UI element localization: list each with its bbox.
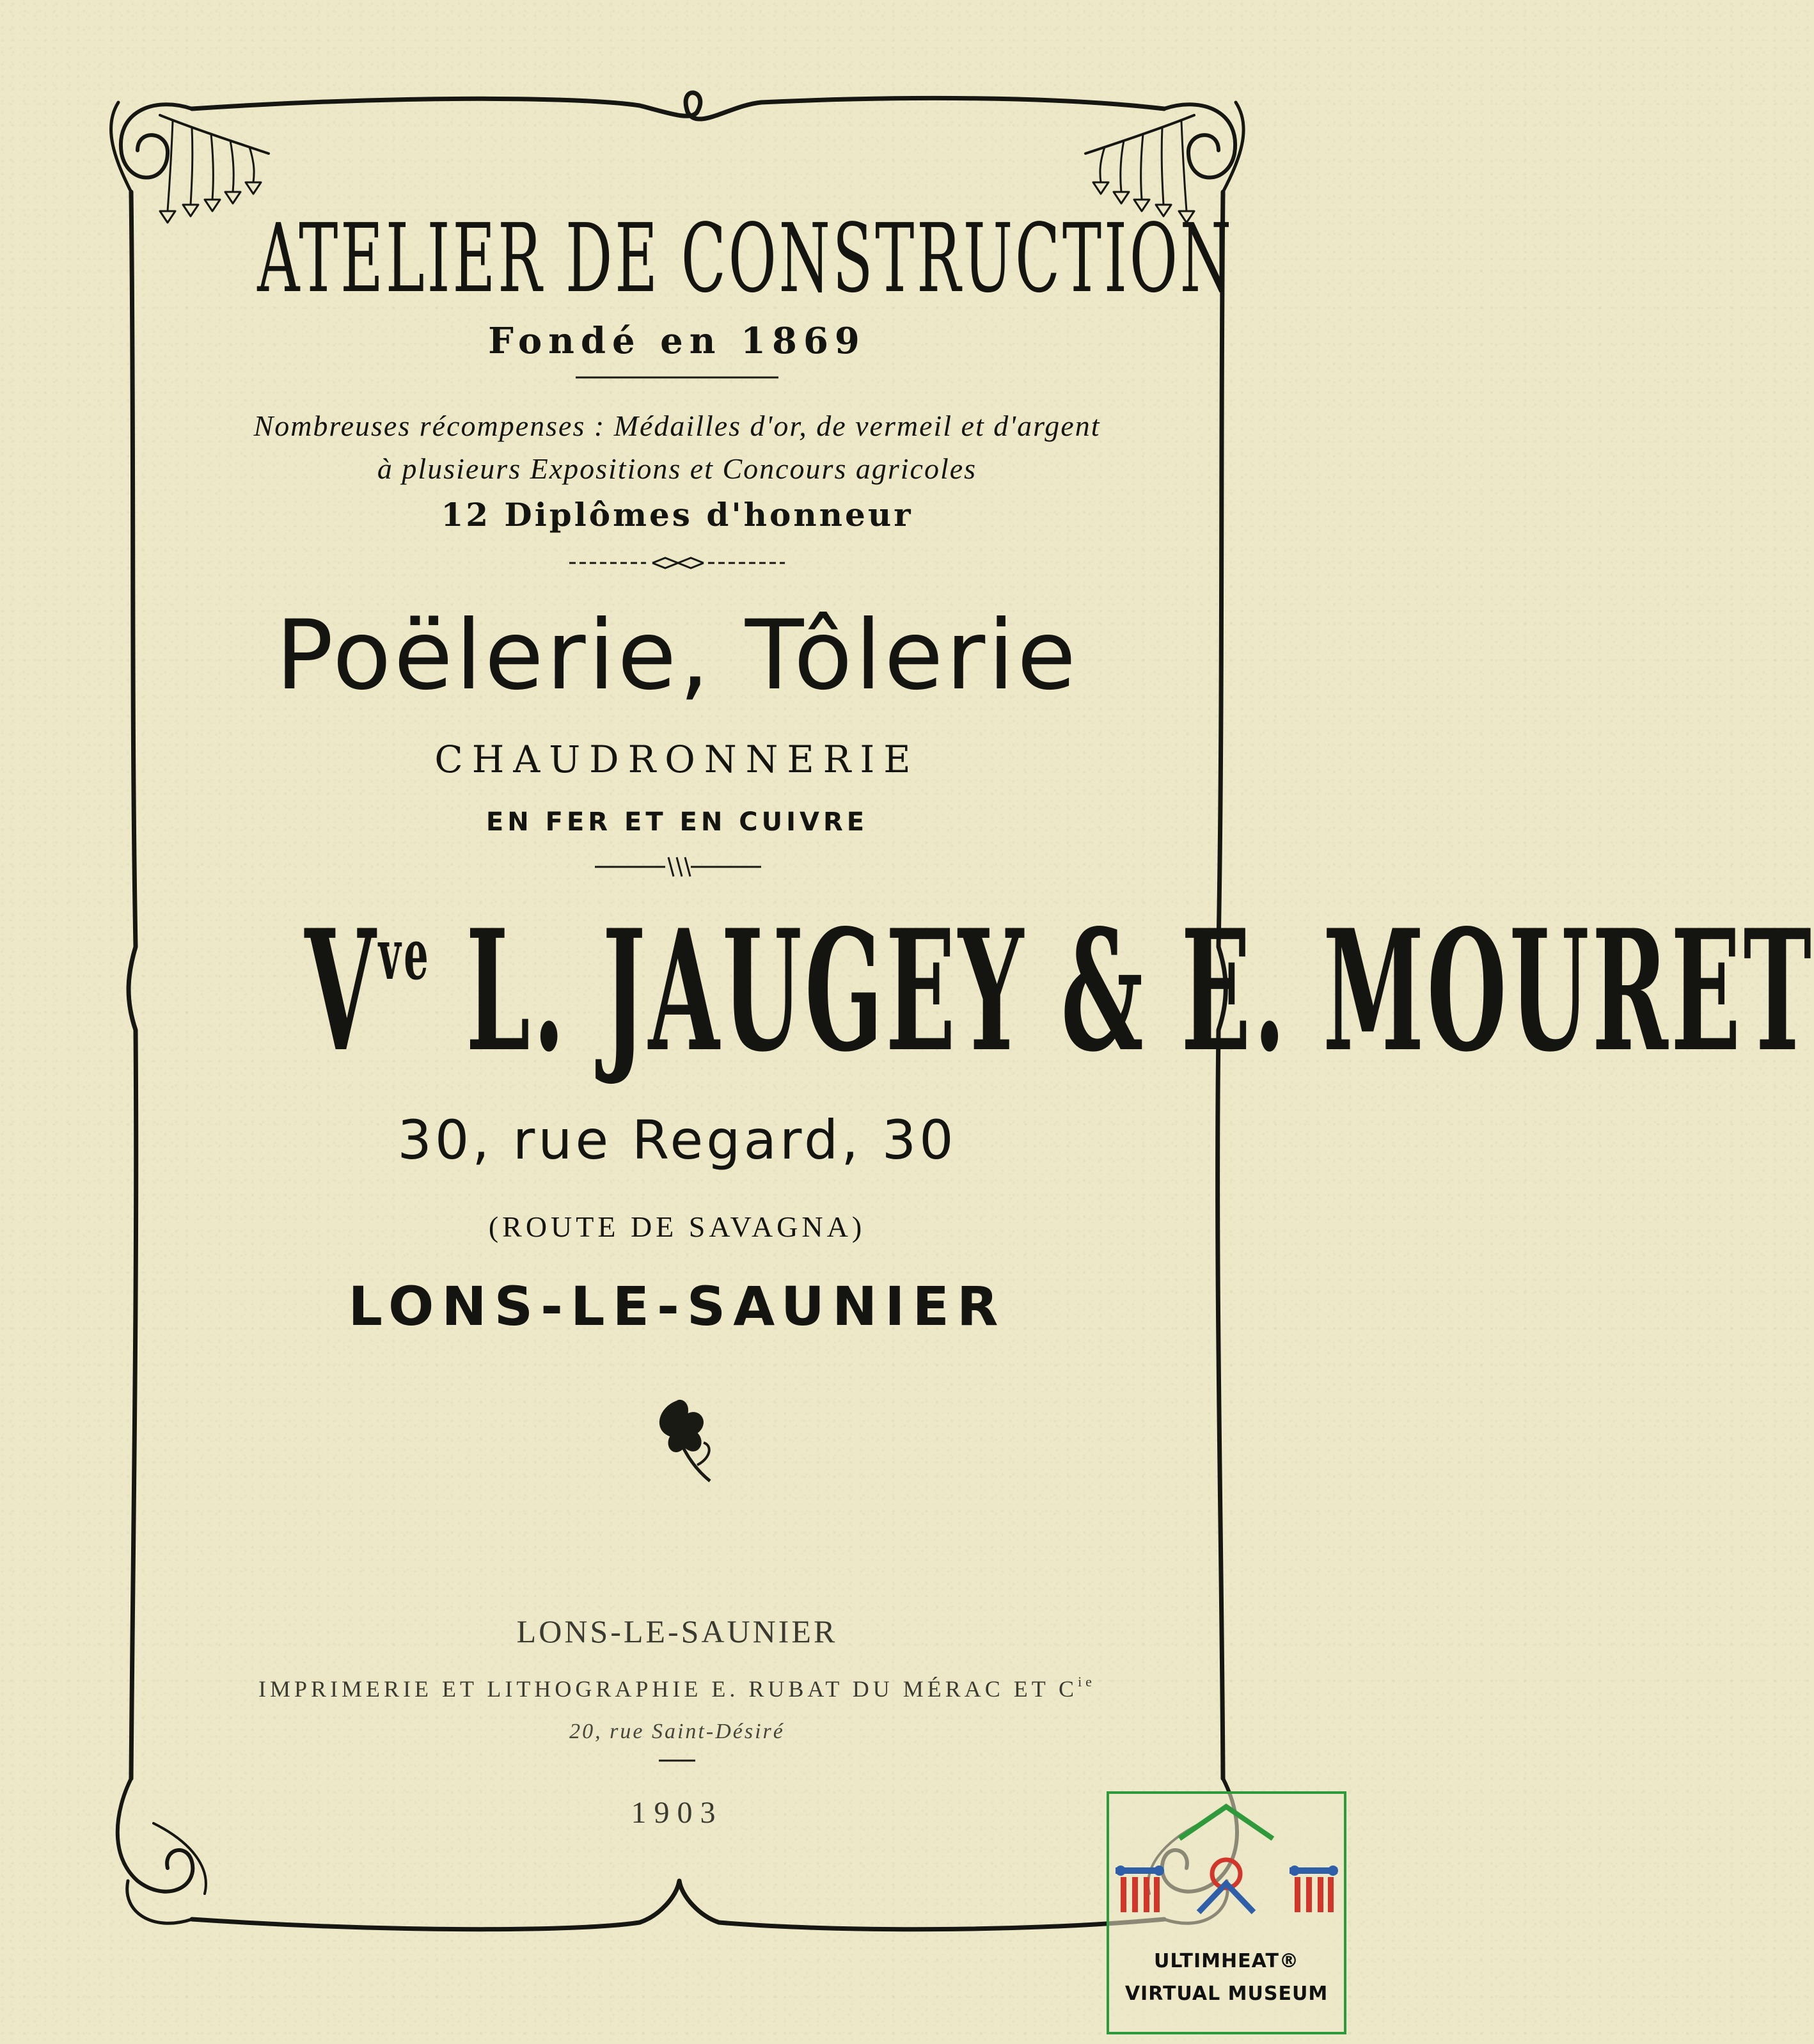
museum-logo <box>1107 1791 1346 2034</box>
ivy-leaf-ornament <box>659 1400 710 1481</box>
printer-address: 20, rue Saint-Désiré <box>569 1720 785 1743</box>
page-title: ATELIER DE CONSTRUCTION <box>257 203 1234 313</box>
maker-prefix-sup: ve <box>378 913 432 995</box>
printer-name-sup: ie <box>1078 1674 1096 1690</box>
awards-line-2: à plusieurs Expositions et Concours agricoles <box>377 452 977 485</box>
printer-city: LONS-LE-SAUNIER <box>516 1613 838 1649</box>
logo-line-1: ULTIMHEAT® <box>1154 1950 1299 1972</box>
awards-line-1: Nombreuses récompenses : Médailles d'or, de vermeil et d'argent <box>253 409 1101 442</box>
diplomas-line: 12 Diplômes d'honneur <box>441 496 913 534</box>
trade-subheading: CHAUDRONNERIE <box>434 738 920 781</box>
logo-line-2: VIRTUAL MUSEUM <box>1124 1983 1329 2005</box>
printer-name-text: IMPRIMERIE ET LITHOGRAPHIE E. RUBAT DU MÉRAC ET C <box>258 1676 1078 1702</box>
maker-names: L. JAUGEY & E. MOURET <box>431 894 1814 1089</box>
trade-material: EN FER ET EN CUIVRE <box>485 807 869 837</box>
maker-prefix: V <box>304 894 379 1089</box>
maker-address: 30, rue Regard, 30 <box>397 1109 957 1171</box>
printer-name <box>0 1675 1354 1700</box>
maker-city: LONS-LE-SAUNIER <box>348 1275 1006 1338</box>
trade-headline: Poëlerie, Tôlerie <box>275 600 1079 711</box>
publication-year: 1903 <box>631 1796 723 1830</box>
maker-route: (ROUTE DE SAVAGNA) <box>488 1210 866 1243</box>
maker-name <box>304 894 1814 1089</box>
museum-columns-icon <box>1109 1794 1344 1941</box>
founded-line: Fondé en 1869 <box>488 320 866 362</box>
